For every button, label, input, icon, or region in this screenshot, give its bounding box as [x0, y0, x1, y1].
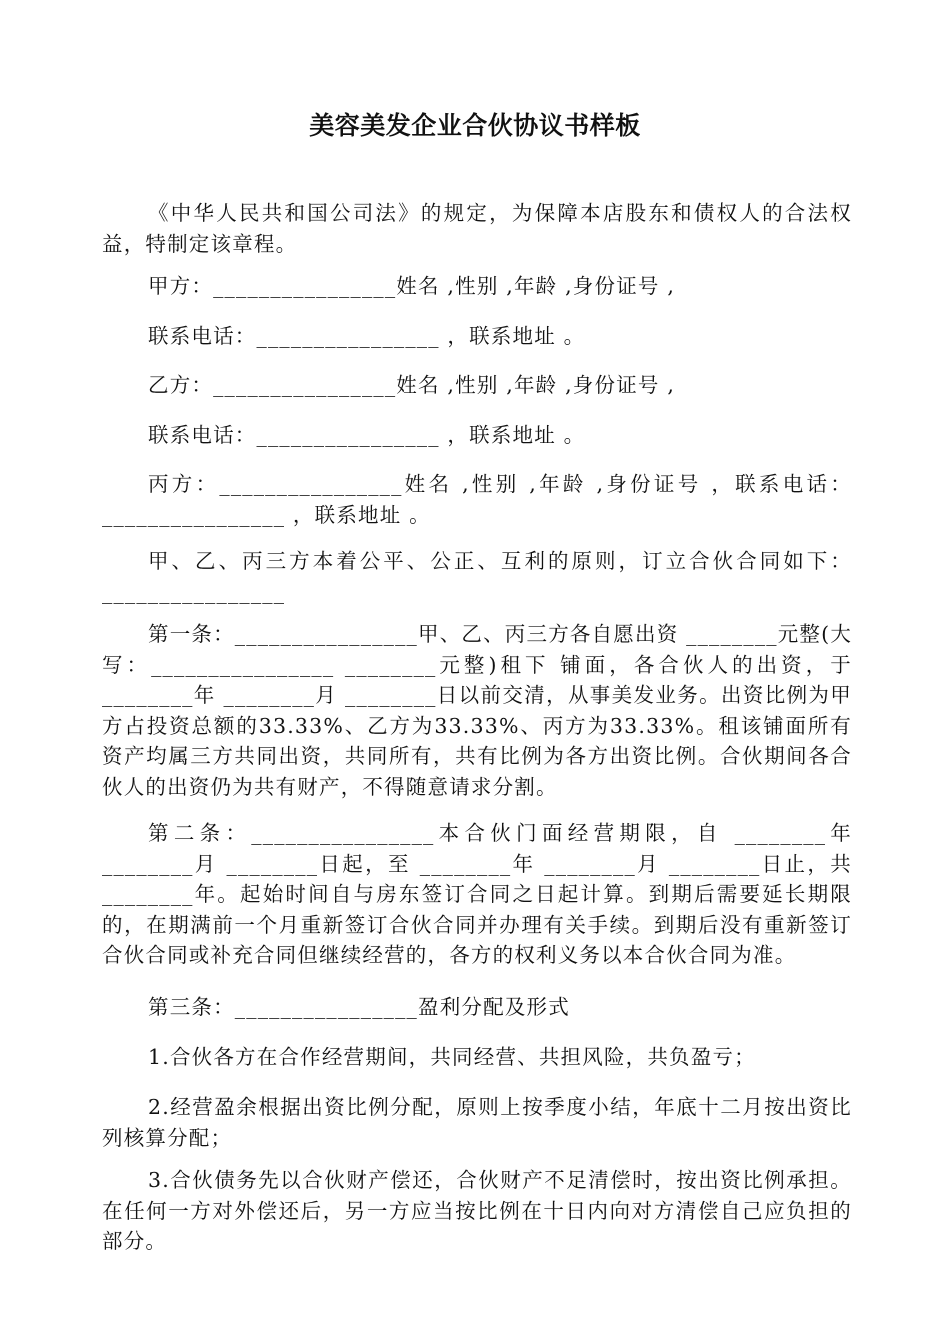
- agreement-intro-paragraph: 甲、乙、丙三方本着公平、公正、互利的原则，订立合伙合同如下：________________: [102, 549, 852, 604]
- party-a-line: 甲方：________________姓名 ,性别 ,年龄 ,身份证号 ,: [148, 274, 676, 298]
- article-two-paragraph: 第二条：________________本合伙门面经营期限，自 ________年 ________月 ________日起，至 ________年 ________月 ________日止，共 ________年。起始时间自与房东签订合同之日起计算。到期后需要延长期限的，在期满前一个月重新签订合伙合同并办理有关手续。到期后没有重新签订合伙合同或补充合同但继续经营的，各方的权利义务以本合伙合同为准。: [102, 821, 852, 967]
- party-a-contact-line: 联系电话：________________ ，联系地址 。: [148, 324, 586, 348]
- party-b-contact-line: 联系电话：________________ ，联系地址 。: [148, 423, 586, 447]
- party-c-paragraph: 丙方：________________姓名 ,性别 ,年龄 ,身份证号 ，联系电话：________________ ，联系地址 。: [102, 472, 852, 527]
- article-one-paragraph: 第一条：________________甲、乙、丙三方各自愿出资 ________元整(大写：________________ ________元整)租下 铺面，各合伙人的出资，于 ________年 ________月 ________日以前交清，从事美发业务。出资比例为甲方占投资总额的33.33%、乙方为33.33%、丙方为33.33%。租该铺面所有资产均属三方共同出资，共同所有，共有比例为各方出资比例。合伙期间各合伙人的出资仍为共有财产，不得随意请求分割。: [102, 622, 853, 799]
- document-title: 美容美发企业合伙协议书样板: [309, 111, 641, 140]
- article-three-heading: 第三条：________________盈利分配及形式: [148, 995, 570, 1019]
- party-b-line: 乙方：________________姓名 ,性别 ,年龄 ,身份证号 ,: [148, 373, 676, 397]
- profit-clause-2: 2.经营盈余根据出资比例分配，原则上按季度小结，年底十二月按出资比列核算分配；: [102, 1095, 852, 1150]
- preamble-paragraph: 《中华人民共和国公司法》的规定，为保障本店股东和债权人的合法权益，特制定该章程。: [102, 201, 852, 256]
- profit-clause-1: 1.合伙各方在合作经营期间，共同经营、共担风险，共负盈亏；: [148, 1045, 756, 1069]
- profit-clause-3: 3.合伙债务先以合伙财产偿还，合伙财产不足清偿时，按出资比例承担。在任何一方对外偿还后，另一方应当按比例在十日内向对方清偿自己应负担的部分。: [102, 1168, 852, 1253]
